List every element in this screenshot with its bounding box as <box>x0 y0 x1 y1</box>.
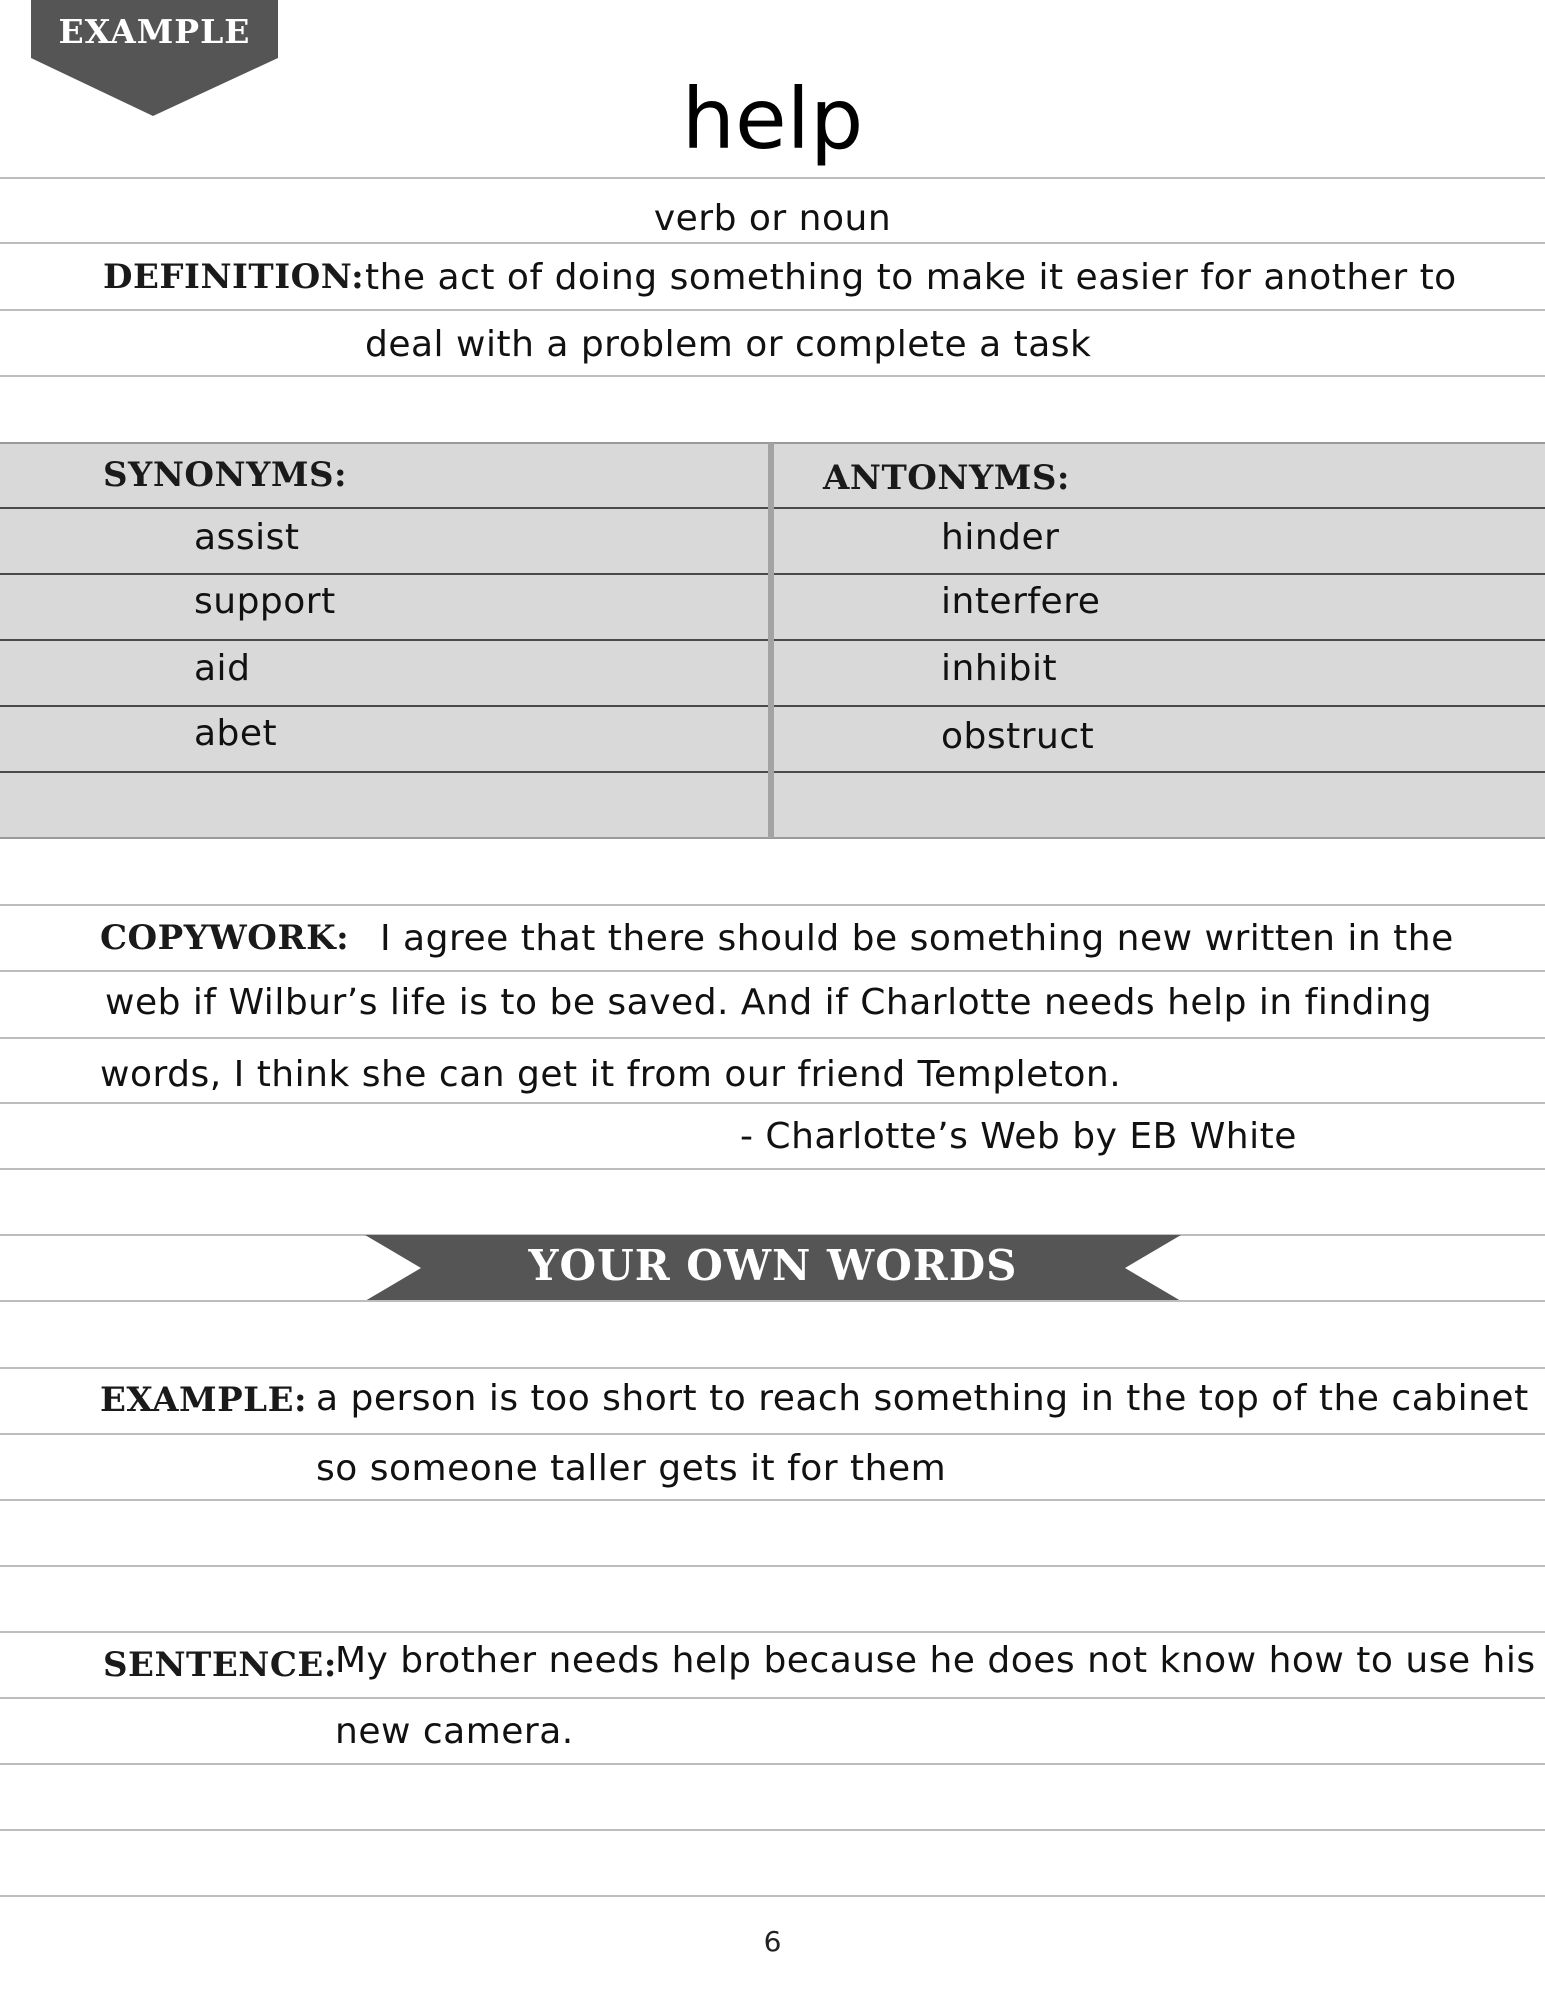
synonym-item: abet <box>194 713 278 754</box>
ruled-line <box>0 242 1545 244</box>
copywork-line-2: web if Wilbur’s life is to be saved. And if Charlotte needs help in finding <box>105 982 1433 1023</box>
ruled-line <box>0 309 1545 311</box>
example-line-2: so someone taller gets it for them <box>316 1448 947 1489</box>
copywork-label: COPYWORK: <box>100 918 350 958</box>
antonym-item: inhibit <box>941 648 1058 689</box>
ruled-line <box>0 970 1545 972</box>
example-label: EXAMPLE: <box>100 1380 308 1420</box>
vocabulary-word: help <box>681 70 864 168</box>
example-tag-label: EXAMPLE <box>58 12 251 51</box>
synonym-item: assist <box>194 517 300 558</box>
example-line-1: a person is too short to reach something in the top of the cabinet <box>316 1378 1529 1419</box>
copywork-line-3: words, I think she can get it from our friend Templeton. <box>100 1054 1122 1095</box>
ruled-line <box>0 177 1545 179</box>
ruled-line <box>0 1499 1545 1501</box>
synonym-item: support <box>194 581 336 622</box>
definition-line-1: the act of doing something to make it easier for another to <box>365 257 1457 298</box>
antonym-item: hinder <box>941 517 1060 558</box>
copywork-line-1: I agree that there should be something new written in the <box>380 918 1454 959</box>
ruled-line <box>0 904 1545 906</box>
sentence-label: SENTENCE: <box>103 1645 337 1685</box>
ruled-line <box>0 1565 1545 1567</box>
ruled-line <box>0 1829 1545 1831</box>
antonym-item: interfere <box>941 581 1101 622</box>
ruled-line <box>0 1895 1545 1897</box>
your-own-words-title: YOUR OWN WORDS <box>528 1241 1018 1290</box>
ruled-line <box>0 1102 1545 1104</box>
part-of-speech: verb or noun <box>653 198 892 239</box>
definition-line-2: deal with a problem or complete a task <box>365 324 1092 365</box>
ruled-line <box>0 1631 1545 1633</box>
copywork-attribution: - Charlotte’s Web by EB White <box>740 1116 1297 1157</box>
ruled-line <box>0 1433 1545 1435</box>
ruled-line <box>0 1168 1545 1170</box>
ruled-line <box>0 1763 1545 1765</box>
definition-label: DEFINITION: <box>103 257 365 297</box>
ruled-line <box>0 1367 1545 1369</box>
page-number: 6 <box>763 1925 782 1958</box>
ruled-line <box>0 1300 1545 1302</box>
antonym-item: obstruct <box>941 716 1095 757</box>
ruled-line <box>0 1037 1545 1039</box>
ruled-line <box>0 375 1545 377</box>
sentence-line-2: new camera. <box>335 1711 574 1752</box>
antonyms-label: ANTONYMS: <box>823 458 1070 498</box>
sentence-line-1: My brother needs help because he does not know how to use his <box>335 1640 1536 1681</box>
table-column-divider <box>768 443 774 838</box>
ruled-line <box>0 1697 1545 1699</box>
synonym-item: aid <box>194 648 251 689</box>
synonyms-label: SYNONYMS: <box>103 455 348 495</box>
